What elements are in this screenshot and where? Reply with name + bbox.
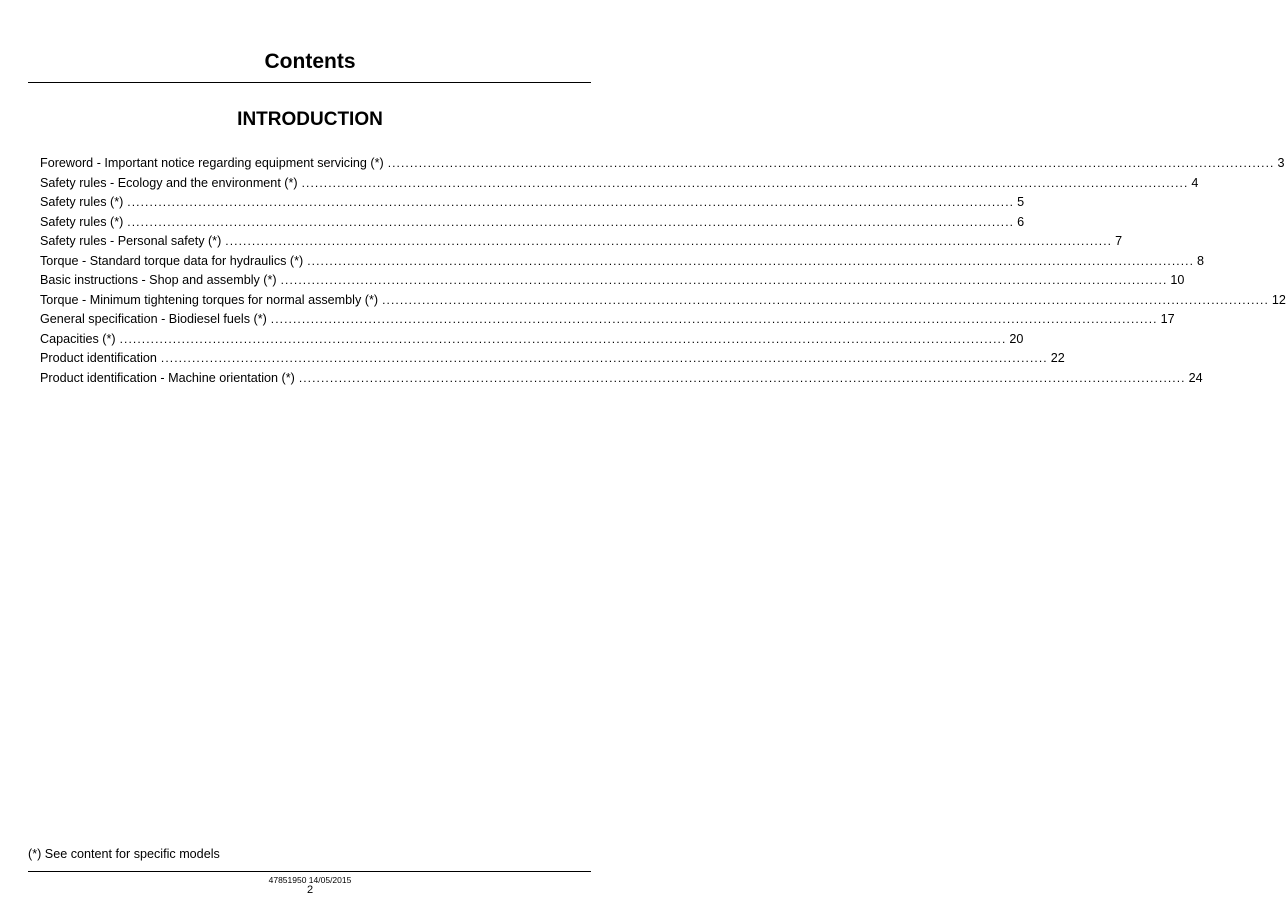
toc-entry-page: 8 xyxy=(1197,253,1205,268)
toc-entry-page: 4 xyxy=(1191,175,1199,190)
toc-entry-title: Capacities (*) xyxy=(40,331,116,346)
toc-entry-title: Safety rules - Ecology and the environment (*) xyxy=(40,175,298,190)
document-code: 47851950 14/05/2015 xyxy=(268,875,352,885)
toc-entry-page: 20 xyxy=(1009,331,1024,346)
toc-entry[interactable] xyxy=(40,370,1203,391)
toc-dot-leader: ........................................................................................................................................................................................................ xyxy=(382,292,1269,307)
table-of-contents xyxy=(40,156,1286,390)
toc-entry-title: Safety rules - Personal safety (*) xyxy=(40,234,222,248)
toc-entry[interactable] xyxy=(40,253,1205,274)
toc-entry-title: Foreword - Important notice regarding equipment servicing (*) xyxy=(40,156,384,170)
toc-dot-leader: ........................................................................................................................................................................................................ xyxy=(160,351,1048,365)
toc-entry[interactable] xyxy=(40,175,1199,196)
toc-dot-leader: ........................................................................................................................................................................................................ xyxy=(301,175,1189,190)
toc-entry-title: Safety rules (*) xyxy=(40,214,124,229)
toc-entry[interactable] xyxy=(40,351,1065,371)
toc-dot-leader: ........................................................................................................................................................................................................ xyxy=(270,312,1158,326)
toc-entry-title: General specification - Biodiesel fuels (*) xyxy=(40,312,267,326)
toc-entry-page: 5 xyxy=(1017,195,1025,209)
toc-entry-page: 17 xyxy=(1160,312,1175,326)
toc-entry[interactable] xyxy=(40,195,1025,215)
toc-entry[interactable] xyxy=(40,156,1285,176)
toc-entry-page: 22 xyxy=(1050,351,1065,365)
page-title: Contents xyxy=(264,50,356,73)
header-divider xyxy=(28,82,591,83)
toc-entry-title: Product identification xyxy=(40,351,157,365)
toc-entry-title: Basic instructions - Shop and assembly (*) xyxy=(40,273,277,287)
footer-divider xyxy=(28,871,591,872)
toc-entry[interactable] xyxy=(40,214,1025,235)
toc-entry[interactable] xyxy=(40,273,1185,293)
toc-entry-page: 6 xyxy=(1017,214,1025,229)
toc-entry[interactable] xyxy=(40,292,1286,313)
page-number: 2 xyxy=(306,884,314,896)
toc-entry[interactable] xyxy=(40,331,1024,352)
toc-dot-leader: ........................................................................................................................................................................................................ xyxy=(307,253,1195,268)
toc-dot-leader: ........................................................................................................................................................................................................ xyxy=(119,331,1007,346)
toc-entry-page: 24 xyxy=(1188,370,1203,385)
toc-entry-title: Torque - Standard torque data for hydraulics (*) xyxy=(40,253,304,268)
toc-dot-leader: ........................................................................................................................................................................................................ xyxy=(387,156,1275,170)
toc-entry[interactable] xyxy=(40,312,1175,332)
toc-entry-title: Safety rules (*) xyxy=(40,195,124,209)
toc-dot-leader: ........................................................................................................................................................................................................ xyxy=(225,234,1113,248)
toc-entry-title: Product identification - Machine orientation (*) xyxy=(40,370,295,385)
toc-entry-page: 10 xyxy=(1170,273,1185,287)
toc-entry[interactable] xyxy=(40,234,1123,254)
toc-dot-leader: ........................................................................................................................................................................................................ xyxy=(127,195,1015,209)
footnote: (*) See content for specific models xyxy=(28,847,220,861)
toc-dot-leader: ........................................................................................................................................................................................................ xyxy=(280,273,1168,287)
section-title: INTRODUCTION xyxy=(237,109,383,130)
toc-dot-leader: ........................................................................................................................................................................................................ xyxy=(127,214,1015,229)
toc-dot-leader: ........................................................................................................................................................................................................ xyxy=(298,370,1186,385)
toc-entry-page: 3 xyxy=(1277,156,1285,170)
toc-entry-title: Torque - Minimum tightening torques for normal assembly (*) xyxy=(40,292,379,307)
toc-entry-page: 12 xyxy=(1271,292,1286,307)
toc-entry-page: 7 xyxy=(1115,234,1123,248)
